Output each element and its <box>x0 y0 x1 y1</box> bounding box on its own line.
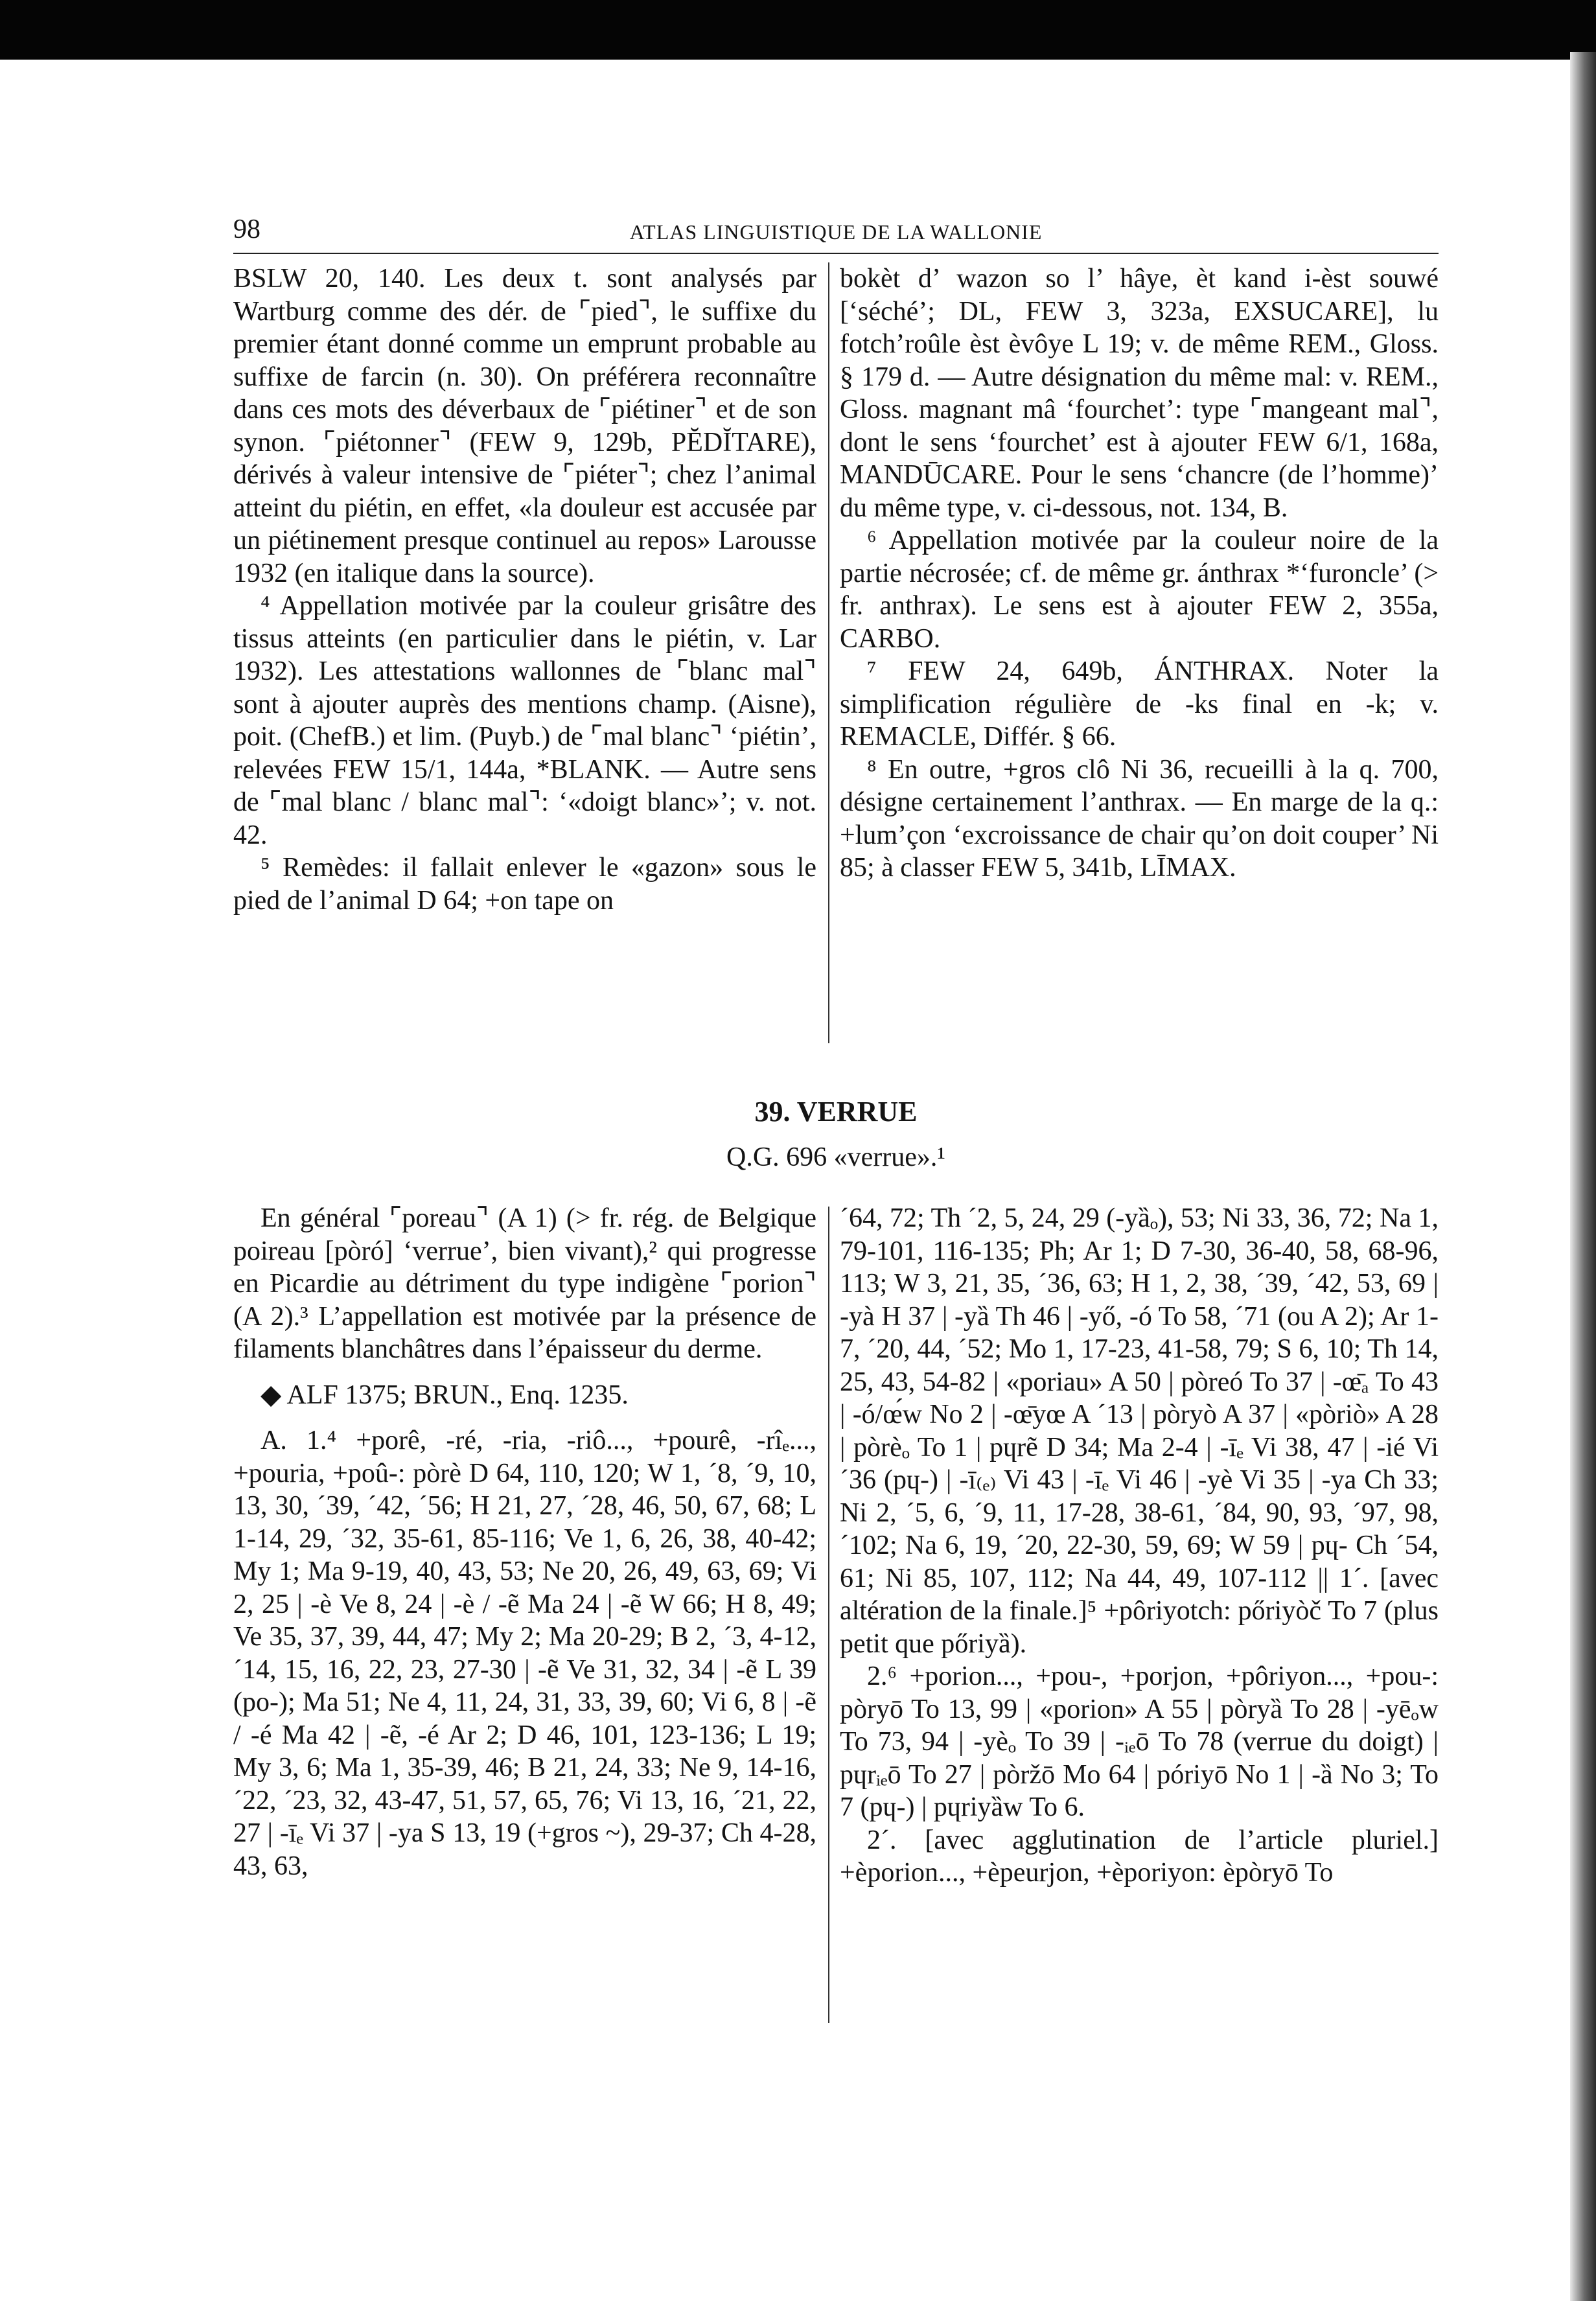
paragraph-spacer <box>233 1366 816 1379</box>
column-divider-top <box>828 262 829 1043</box>
footnote-4: ⁴ Appellation motivée par la couleur grisâtre des tissus atteints (en particulier dans le piétin, v. Lar 1932). Les attestations wallonnes de ⌜blanc mal⌝ sont à ajouter auprès des mentions champ. (Aisne), poit. (ChefB.) et lim. (Puyb.) de ⌜mal blanc⌝ ‘piétin’, relevées FEW 15/1, 144a, *BLANK. — Autre sens de ⌜mal blanc / blanc mal⌝: ‘«doigt blanc»’; v. not. 42. <box>233 591 816 850</box>
running-title: ATLAS LINGUISTIQUE DE LA WALLONIE <box>629 220 1043 244</box>
footnote-6: ⁶ Appellation motivée par la couleur noire de la partie nécrosée; cf. de même gr. ánthrax *‘furoncle’ (> fr. anthrax). Le sens est à ajouter FEW 2, 355a, CARBO. <box>840 526 1439 654</box>
footnote-continuation: BSLW 20, 140. Les deux t. sont analysés par Wartburg comme des dér. de ⌜pied⌝, le suffixe du premier étant donné comme un emprunt probable au suffixe de farcin (n. 30). On préférera reconnaître dans ces mots des déverbaux de ⌜piétiner⌝ et de son synon. ⌜piétonner⌝ (FEW 9, 129b, PĔDĬTARE), dérivés à valeur intensive de ⌜piéter⌝; chez l’animal atteint du piétin, en effet, «la douleur est accusée par un piétinement presque continuel au repos» Larousse 1932 (en italique dans la source). <box>233 264 816 588</box>
footnote-8: ⁸ En outre, +gros clô Ni 36, recueilli à la q. 700, désigne certainement l’anthrax. — En marge de la q.: +lum’çon ‘excroissance de chair qu’on doit couper’ Ni 85; à classer FEW 5, 341b, LĪMAX. <box>840 754 1439 883</box>
page-number: 98 <box>233 214 260 244</box>
intro-paragraph: En général ⌜poreau⌝ (A 1) (> fr. rég. de Belgique poireau [pòró] ‘verrue’, bien vivant),² qui progresse en Picardie au détriment du type indigène ⌜porion⌝ (A 2).³ L’appellation est motivée par la présence de filaments blanchâtres dans l’épaisseur du derme. <box>233 1203 816 1364</box>
attestations-a1: A. 1.⁴ +porê, -ré, -ria, -riô..., +pourê, -rîₑ..., +pouria, +poû-: pòrè D 64, 110, 120; W 1, ´8, ´9, 10, 13, 30, ´39, ´42, ´56; H 21, 27, ´28, 46, 50, 67, 68; L 1-14, 29, ´32, 35-61, 85-116; Ve 1, 6, 26, 38, 40-42; My 1; Ma 9-19, 40, 43, 53; Ne 20, 26, 49, 63, 69; Vi 2, 25 | -è Ve 8, 24 | -è / -ẽ Ma 24 | -ẽ W 66; H 8, 49; Ve 35, 37, 39, 44, 47; My 2; Ma 20-29; B 2, ´3, 4-12, ´14, 15, 16, 22, 23, 27-30 | -ẽ Ve 31, 32, 34 | -ẽ L 39 (po-); Ma 51; Ne 4, 11, 24, 31, 33, 39, 60; Vi 6, 8 | -ẽ / -é Ma 42 | -ẽ, -é Ar 2; D 46, 101, 123-136; L 19; My 3, 6; Ma 1, 35-39, 46; B 21, 24, 33; Ne 9, 14-16, ´22, ´23, 32, 43-47, 51, 57, 65, 76; Vi 13, 16, ´21, 22, 27 | -īₑ Vi 37 | -ya S 13, 19 (+gros ~), 29-37; Ch 4-28, 43, 63, <box>233 1426 816 1881</box>
footnote-5-continuation: bokèt d’ wazon so l’ hâye, èt kand i-èst souwé [‘séché’; DL, FEW 3, 323a, EXSUCARE], lu fotch’roûle èst èvôye L 19; v. de même REM., Gloss. § 179 d. — Autre désignation du même mal: v. REM., Gloss. magnant mâ ‘fourchet’: type ⌜mangeant mal⌝, dont le sens ‘fourchet’ est à ajouter FEW 6/1, 168a, MANDŪCARE. Pour le sens ‘chancre (de l’homme)’ du même type, v. ci-dessous, not. 134, B. <box>840 264 1439 523</box>
section-subtitle: Q.G. 696 «verrue».¹ <box>726 1142 945 1172</box>
references-paragraph: ◆ ALF 1375; BRUN., Enq. 1235. <box>260 1380 629 1410</box>
footnote-7: ⁷ FEW 24, 649b, ÁNTHRAX. Noter la simplification régulière de -ks final en -k; v. REMACLE, Différ. § 66. <box>840 656 1439 752</box>
paragraph-spacer <box>233 1411 816 1424</box>
attestations-a1-continuation: ´64, 72; Th ´2, 5, 24, 29 (-yȁₒ), 53; Ni 33, 36, 72; Na 1, 79-101, 116-135; Ph; Ar 1; D 7-30, 36-40, 58, 68-96, 113; W 3, 21, 35, ´36, 63; H 1, 2, 38, ´39, ´42, 53, 69 | -yà H 37 | -yȁ Th 46 | -yő, -ó To 58, ´71 (ou A 2); Ar 1-7, ´20, 44, ´52; Mo 1, 17-23, 41-58, 79; S 6, 10; Th 14, 25, 43, 54-82 | «poriau» A 50 | pòreó To 37 | -œ̄ₐ To 43 | -ó/œ́w No 2 | -œ̄yœ A ´13 | pòryò A 37 | «pòriò» A 28 | pòrèₒ To 1 | pɥrẽ D 34; Ma 2-4 | -īₑ Vi 38, 47 | -ié Vi ´36 (pɥ-) | -ī₍ₑ₎ Vi 43 | -īₑ Vi 46 | -yè Vi 35 | -ya Ch 33; Ni 2, ´5, 6, ´9, 11, 17-28, 38-61, ´84, 90, 93, ´97, 98, ´102; Na 6, 19, ´20, 22-30, 59, 69; W 59 | pɥ- Ch ´54, 61; Ni 85, 107, 112; Na 44, 49, 107-112 || 1´. [avec altération de la finale.]⁵ +pôriyotch: pőriyòč To 7 (plus petit que pőriyȁ). <box>840 1203 1439 1659</box>
article-right-column <box>840 1202 1439 1890</box>
running-head <box>233 214 1439 254</box>
attestations-a2: 2.⁶ +porion..., +pou-, +porjon, +pôriyon..., +pou-: pòryō To 13, 99 | «porion» A 55 | pòryȁ To 28 | -yēₒw To 73, 94 | -yèₒ To 39 | -ᵢₑō To 78 (verrue du doigt) | pɥrᵢₑō To 27 | pòržō Mo 64 | póriyō No 1 | -ȁ No 3; To 7 (pɥ-) | pɥriyȁw To 6. <box>840 1661 1439 1822</box>
column-divider-bottom <box>828 1207 829 2023</box>
article-left-column <box>233 1202 816 1882</box>
section-title: 39. VERRUE <box>754 1096 918 1127</box>
footnotes-left-column <box>233 262 816 917</box>
footnote-5: ⁵ Remèdes: il fallait enlever le «gazon» sous le pied de l’animal D 64; +on tape on <box>233 853 816 916</box>
attestations-a2-prime: 2´. [avec agglutination de l’article pluriel.] +èporion..., +èpeurjon, +èporiyon: èpòryō To <box>840 1825 1439 1888</box>
footnotes-right-column <box>840 262 1439 885</box>
